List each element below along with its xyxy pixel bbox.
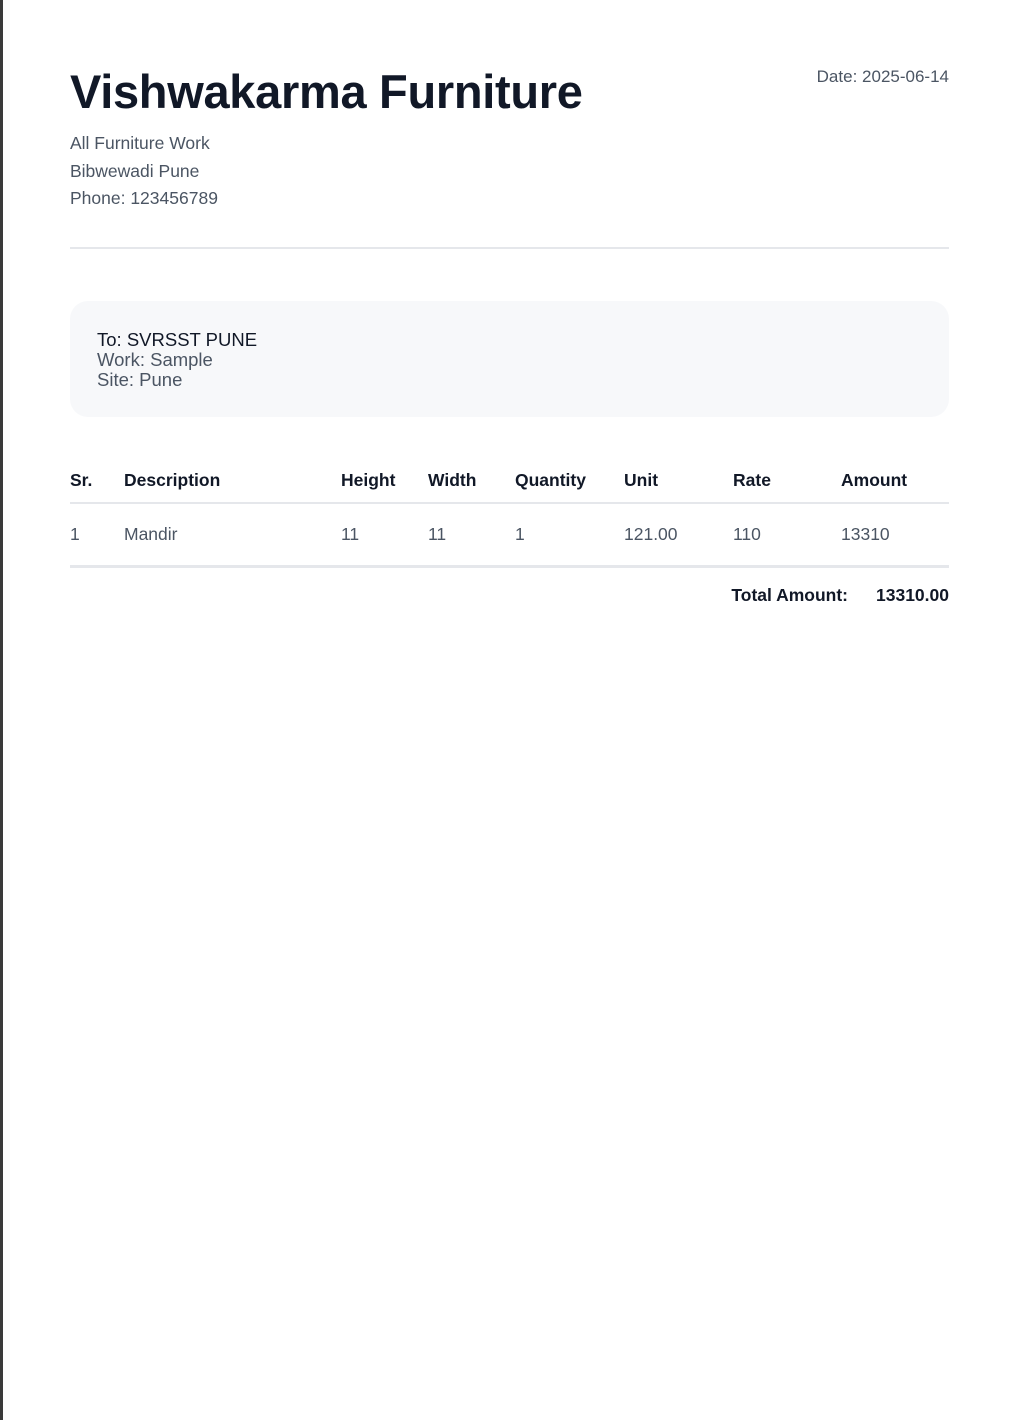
cell-width: 11 bbox=[428, 503, 515, 567]
cell-amount: 13310 bbox=[841, 503, 949, 567]
cell-description: Mandir bbox=[124, 503, 341, 567]
company-tagline: All Furniture Work bbox=[70, 133, 210, 153]
date-label: Date: bbox=[816, 67, 858, 86]
date-value: 2025-06-14 bbox=[862, 67, 949, 86]
client-to: To: SVRSST PUNE bbox=[97, 329, 258, 350]
column-header-quantity: Quantity bbox=[515, 458, 624, 503]
invoice-date bbox=[817, 66, 949, 88]
cell-quantity: 1 bbox=[515, 503, 624, 567]
company-phone: Phone: 123456789 bbox=[70, 188, 218, 208]
header-divider bbox=[70, 247, 949, 249]
column-header-height: Height bbox=[341, 458, 428, 503]
company-address: Bibwewadi Pune bbox=[70, 160, 200, 181]
table-row bbox=[70, 503, 949, 567]
client-site: Site: Pune bbox=[97, 369, 183, 390]
column-header-amount: Amount bbox=[841, 458, 949, 503]
company-info bbox=[70, 130, 218, 213]
column-header-unit: Unit bbox=[624, 458, 733, 503]
column-header-description: Description bbox=[124, 458, 341, 503]
column-header-rate: Rate bbox=[733, 458, 841, 503]
column-header-sr: Sr. bbox=[70, 458, 124, 503]
total-amount-value: 13310.00 bbox=[876, 585, 949, 605]
client-work: Work: Sample bbox=[97, 349, 213, 370]
total-amount-label: Total Amount: bbox=[731, 585, 848, 605]
items-table bbox=[70, 458, 949, 568]
client-details-box bbox=[70, 301, 949, 417]
table-header-row bbox=[70, 458, 949, 503]
company-name: Vishwakarma Furniture bbox=[70, 65, 583, 118]
column-header-width: Width bbox=[428, 458, 515, 503]
cell-height: 11 bbox=[341, 503, 428, 567]
invoice-page bbox=[3, 0, 1022, 1420]
cell-sr: 1 bbox=[70, 503, 124, 567]
cell-rate: 110 bbox=[733, 503, 841, 567]
cell-unit: 121.00 bbox=[624, 503, 733, 567]
total-amount-row bbox=[731, 583, 949, 607]
